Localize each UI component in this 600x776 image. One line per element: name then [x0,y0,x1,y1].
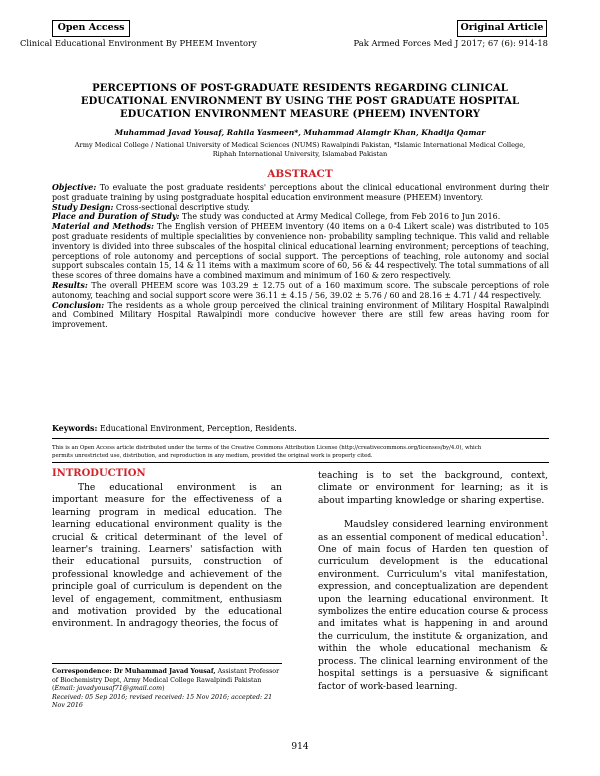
design-label: Study Design: [52,202,114,212]
right-column [318,470,548,693]
affiliation-line: Riphah International University, Islamabad Pakistan [212,150,388,158]
left-column [52,482,282,631]
keywords-text: Educational Environment, Perception, Residents. [97,424,297,433]
intro-paragraph: teaching is to set the background, context, climate or environment for learning; as it is about imparting knowledge or sharing expertise. [318,471,548,506]
keywords-label: Keywords: [52,424,98,433]
intro-paragraph: The educational environment is an important measure for the effectiveness of a learning program in medical education. The learning educational environment quality is the crucial & critical determinant of the level of learner's training. Learners' satisfaction with their educational pursuits, construction of professional knowledge and achievement of the principle goal of curriculum is dependent on the level of engagement, commitment, enthusiasm and motivation provided by the educational environment. In andragogy theories, the focus of [52,483,282,630]
page-number: 914 [291,742,309,752]
license-line: permits unrestricted use, distribution, and reproduction in any medium, provided the original work is properly cited. [52,453,373,459]
introduction-heading: INTRODUCTION [52,468,146,479]
article-title [40,82,560,121]
abstract-heading: ABSTRACT [267,168,333,180]
place-text: The study was conducted at Army Medical College, from Feb 2016 to Jun 2016. [179,212,501,222]
author-list: Muhammad Javad Yousaf, Rahila Yasmeen*, Muhammad Alamgir Khan, Khadija Qamar [114,128,486,137]
footnote-divider [52,663,282,664]
correspondence-email: Email: javadyousaf71@gmail.com [54,685,163,693]
abstract-body [52,183,549,330]
correspondence-body: Assistant Professor of Biochemistry Dept, Army Medical College Rawalpindi Pakistan ( [52,668,280,693]
affiliations [60,141,540,159]
design-text: Cross-sectional descriptive study. [113,202,250,212]
objective-text: To evaluate the post graduate residents' perceptions about the clinical educational environment during their post graduate training by using postgraduate hospital education environment measure (PHEEM) inventory. [52,183,549,202]
conclusion-label: Conclusion: [52,300,105,310]
divider-bottom [52,462,549,463]
results-text: The overall PHEEM score was 103.29 ± 12.75 out of a 160 maximum score. The subscale perceptions of role autonomy, teaching and social support score were 36.11 ± 4.15 / 56, 39.02 ± 5.76 / 60 and 28.16 ± 4.71 / 44 respectively. [52,280,549,300]
license-notice [52,444,549,460]
correspondence-note [52,668,282,711]
objective-label: Objective: [52,183,97,192]
title-line: EDUCATION ENVIRONMENT MEASURE (PHEEM) INVENTORY [119,109,481,120]
open-access-label: Open Access [52,20,130,37]
divider-top [52,438,549,439]
methods-label: Material and Methods: [52,222,154,232]
license-line: This is an Open Access article distributed under the terms of the Creative Commons Attribution License (http://creativecommons.org/licenses/by/4.0), which [52,445,482,451]
journal-citation: Pak Armed Forces Med J 2017; 67 (6): 914-18 [353,38,548,48]
citation-superscript: 1 [541,530,546,538]
original-article-label: Original Article [457,20,547,37]
abstract-design [52,203,549,213]
article-dates: Received: 05 Sep 2016; revised received: 15 Nov 2016; accepted: 21 Nov 2016 [52,693,273,710]
place-label: Place and Duration of Study: [52,212,180,222]
abstract-conclusion [52,301,549,330]
methods-text: The English version of PHEEM inventory (40 items on a 0-4 Likert scale) was distributed to 105 post graduate residents of multiple specialities by convenience non- probability sampling technique. This valid and reliable inventory is divided into three subscales of the hospital clinical educational learning environment; perceptions of teaching, perceptions of role autonomy and perceptions of social support. The perceptions of teaching, role autonomy and social support subscales contain 15, 14 & 11 items with a maximum score of 60, 56 & 44 respectively. The total summations of all these scores of three domains have a combined maximum and minimum of 160 & zero respectively. [52,222,549,281]
correspondence-close: ) [162,685,165,693]
title-line: PERCEPTIONS OF POST-GRADUATE RESIDENTS REGARDING CLINICAL [92,83,508,94]
title-line: EDUCATIONAL ENVIRONMENT BY USING THE POST GRADUATE HOSPITAL [80,96,520,107]
paragraph-text: . One of main focus of Harden ten question of curriculum development is the educational environment. Curriculum's vital manifestation, expression, and conceptualization are dependent upon the learning educational environment. It symbolizes the entire education course & process and imitates what is happening in and around the curriculum, the institute & organization, and within the whole educational mechanism & process. The clinical learning environment of the hospital settings is a persuasive & significant factor of work-based learning. [318,532,548,692]
abstract-place [52,212,549,222]
abstract-methods [52,222,549,281]
correspondence-label: Correspondence: Dr Muhammad Javad Yousaf, [52,668,216,675]
abstract-objective [52,183,549,203]
affiliation-line: Army Medical College / National University of Medical Sciences (NUMS) Rawalpindi Pakistan, *Islamic International Medical College, [74,141,526,149]
correspondence-text [52,668,282,694]
paragraph-text: Maudsley considered learning environment as an essential component of medical education [318,520,548,543]
abstract-results [52,281,549,301]
running-title: Clinical Educational Environment By PHEEM Inventory [20,38,257,48]
intro-paragraph [318,519,548,693]
results-label: Results: [52,280,88,290]
conclusion-text: The residents as a whole group perceived the clinical training environment of Military Hospital Rawalpindi and Combined Military Hospital Rawalpindi more conducive however there are still few areas having room for improvement. [52,300,549,330]
keywords [52,424,549,433]
